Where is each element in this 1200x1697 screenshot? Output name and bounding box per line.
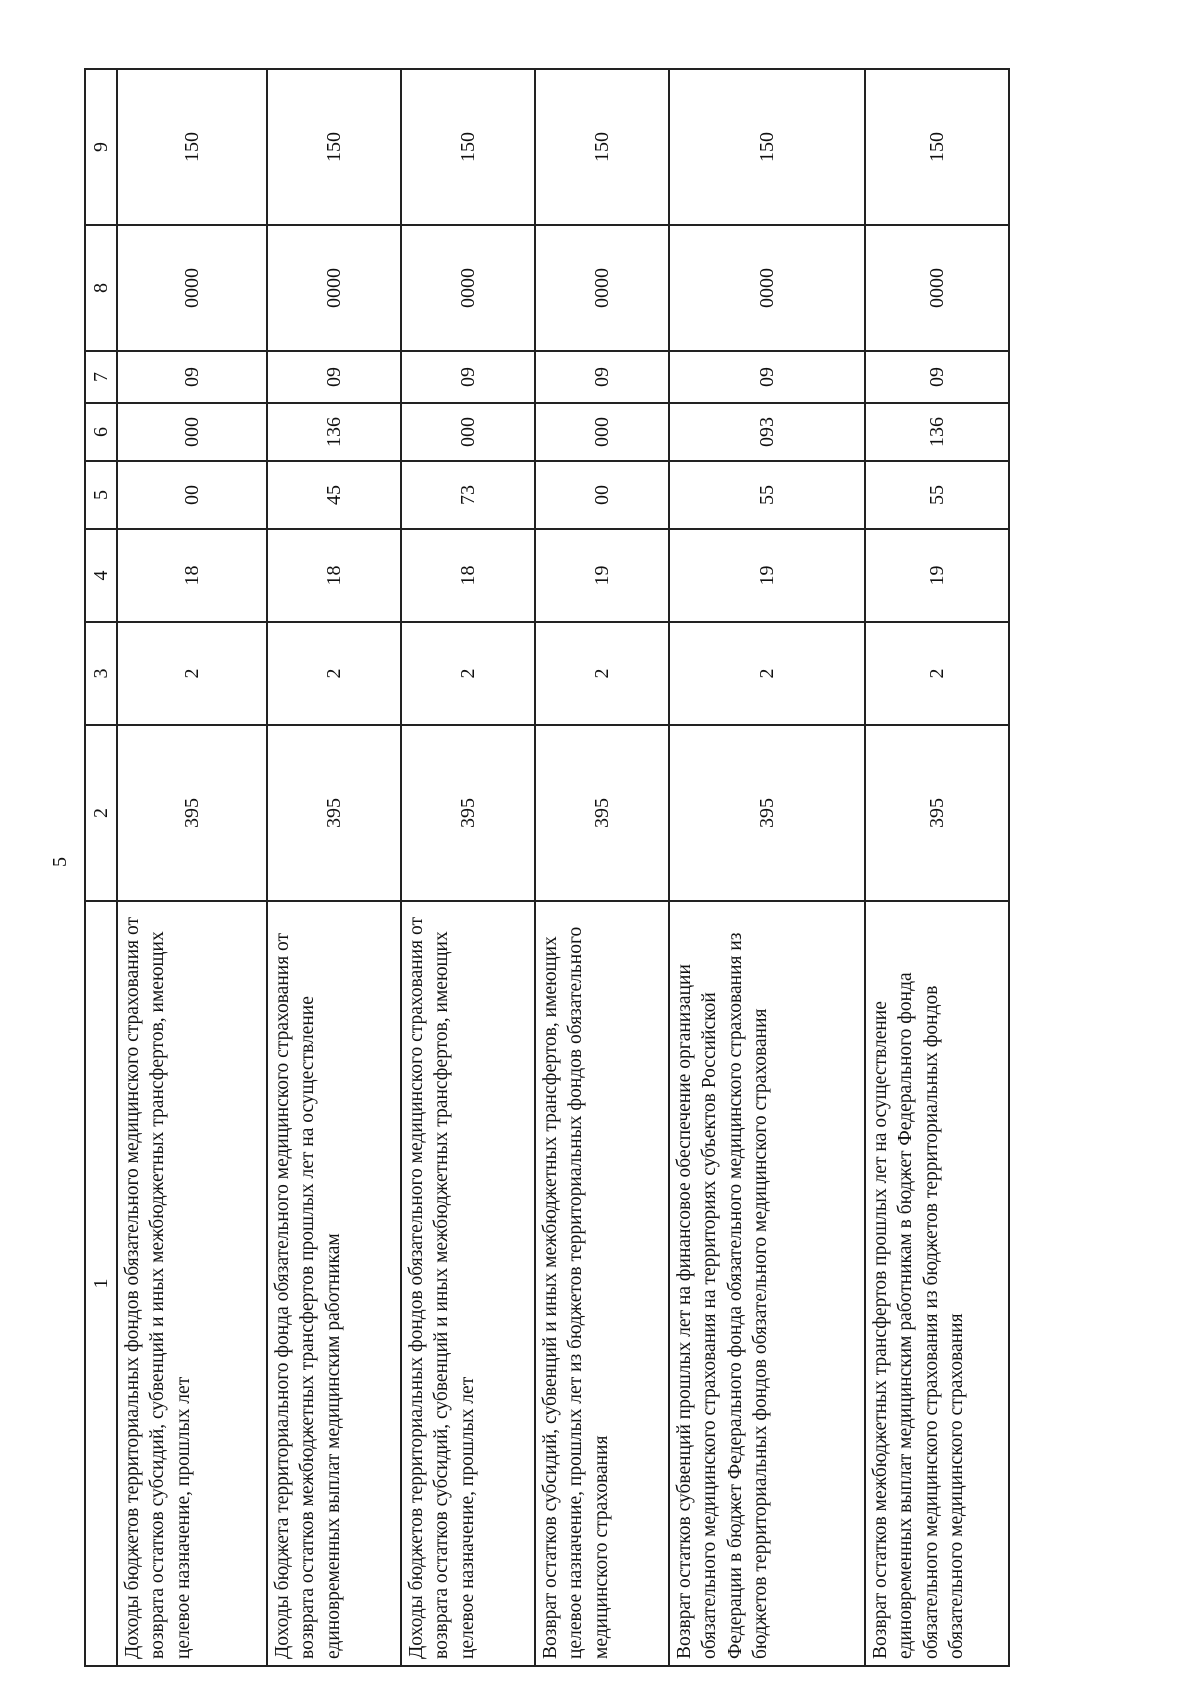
code-cell: 18: [401, 529, 535, 622]
code-cell: 09: [117, 351, 267, 403]
code-cell: 0000: [669, 225, 865, 351]
code-cell: 093: [669, 403, 865, 461]
code-cell: 150: [865, 69, 1009, 225]
column-header: 4: [85, 529, 117, 622]
code-cell: 150: [117, 69, 267, 225]
column-header: 9: [85, 69, 117, 225]
column-header: 2: [85, 725, 117, 901]
code-cell: 0000: [117, 225, 267, 351]
row-description: Доходы бюджета территориального фонда обязательного медицинского страхования от возврата остатков межбюджетных трансфертов прошлых лет на осуществление единовременных выплат медицинским работникам: [267, 901, 401, 1666]
code-cell: 00: [117, 461, 267, 529]
code-cell: 395: [865, 725, 1009, 901]
table-row: [535, 69, 669, 1666]
code-cell: 2: [535, 622, 669, 725]
code-cell: 18: [267, 529, 401, 622]
row-description: Возврат остатков субсидий, субвенций и иных межбюджетных трансфертов, имеющих целевое назначение, прошлых лет из бюджетов территориальных фондов обязательного медицинского страхования: [535, 901, 669, 1666]
code-cell: 73: [401, 461, 535, 529]
code-cell: 19: [535, 529, 669, 622]
code-cell: 0000: [267, 225, 401, 351]
table-row: [865, 69, 1009, 1666]
code-cell: 000: [117, 403, 267, 461]
code-cell: 00: [535, 461, 669, 529]
column-header: 6: [85, 403, 117, 461]
code-cell: 19: [669, 529, 865, 622]
row-description: Доходы бюджетов территориальных фондов обязательного медицинского страхования от возврата остатков субсидий, субвенций и иных межбюджетных трансфертов, имеющих целевое назначение, прошлых лет: [117, 901, 267, 1666]
code-cell: 18: [117, 529, 267, 622]
code-cell: 395: [267, 725, 401, 901]
code-cell: 55: [865, 461, 1009, 529]
table-row: [117, 69, 267, 1666]
column-header: 1: [85, 901, 117, 1666]
column-header: 5: [85, 461, 117, 529]
column-number-header-row: [85, 69, 117, 1666]
code-cell: 395: [535, 725, 669, 901]
code-cell: 395: [401, 725, 535, 901]
table-row: [267, 69, 401, 1666]
column-header: 8: [85, 225, 117, 351]
code-cell: 395: [669, 725, 865, 901]
code-cell: 2: [267, 622, 401, 725]
code-cell: 136: [865, 403, 1009, 461]
code-cell: 150: [267, 69, 401, 225]
code-cell: 150: [535, 69, 669, 225]
page-number: 5: [48, 857, 71, 867]
code-cell: 000: [401, 403, 535, 461]
row-description: Доходы бюджетов территориальных фондов обязательного медицинского страхования от возврата остатков субсидий, субвенций и иных межбюджетных трансфертов, имеющих целевое назначение, прошлых лет: [401, 901, 535, 1666]
code-cell: 09: [535, 351, 669, 403]
table-row: [669, 69, 865, 1666]
code-cell: 09: [669, 351, 865, 403]
column-header: 7: [85, 351, 117, 403]
code-cell: 0000: [535, 225, 669, 351]
code-cell: 19: [865, 529, 1009, 622]
column-header: 3: [85, 622, 117, 725]
code-cell: 2: [865, 622, 1009, 725]
table-row: [401, 69, 535, 1666]
row-description: Возврат остатков субвенций прошлых лет на финансовое обеспечение организации обязательного медицинского страхования на территориях субъектов Российской Федерации в бюджет Федерального фонда обязательного медицинского страхования из бюджетов территориальных фондов обязательного медицинского страхования: [669, 901, 865, 1666]
code-cell: 09: [267, 351, 401, 403]
code-cell: 150: [401, 69, 535, 225]
code-cell: 09: [401, 351, 535, 403]
code-cell: 0000: [401, 225, 535, 351]
code-cell: 2: [401, 622, 535, 725]
code-cell: 150: [669, 69, 865, 225]
row-description: Возврат остатков межбюджетных трансфертов прошлых лет на осуществление единовременных выплат медицинским работникам в бюджет Федерального фонда обязательного медицинского страхования из бюджетов территориальных фондов обязательного медицинского страхования: [865, 901, 1009, 1666]
code-cell: 55: [669, 461, 865, 529]
code-cell: 0000: [865, 225, 1009, 351]
code-cell: 000: [535, 403, 669, 461]
code-cell: 2: [669, 622, 865, 725]
budget-codes-table: [84, 68, 1010, 1667]
code-cell: 395: [117, 725, 267, 901]
code-cell: 45: [267, 461, 401, 529]
code-cell: 2: [117, 622, 267, 725]
code-cell: 136: [267, 403, 401, 461]
budget-codes-table-container: [84, 70, 976, 1667]
code-cell: 09: [865, 351, 1009, 403]
